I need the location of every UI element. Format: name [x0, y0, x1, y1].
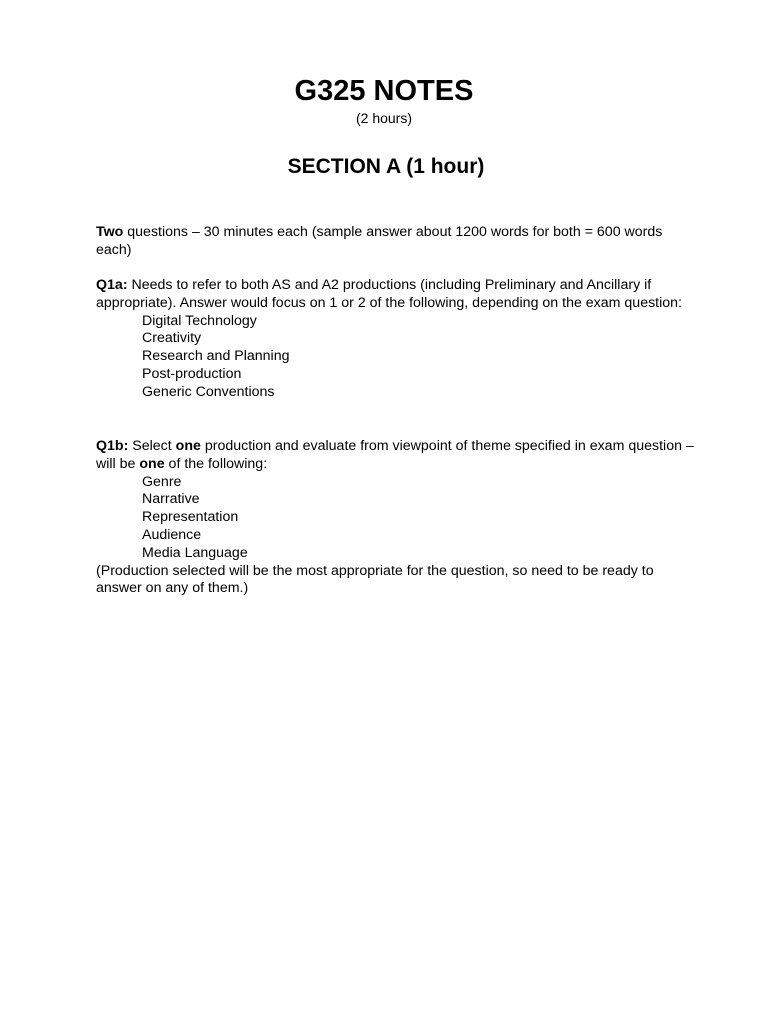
q1b-list: [96, 474, 696, 563]
list-item: Creativity: [142, 330, 202, 347]
q1a-list: [96, 313, 696, 402]
q1b-note: (Production selected will be the most appropriate for the question, so need to be ready to answer on any of them.): [96, 562, 654, 597]
section-heading: SECTION A (1 hour): [287, 155, 485, 178]
list-item: Media Language: [142, 544, 248, 561]
intro-paragraph: [96, 224, 696, 260]
list-item: Generic Conventions: [142, 383, 275, 400]
list-item: Representation: [142, 509, 239, 526]
list-item: Narrative: [142, 491, 200, 508]
q1a-label: Q1a:: [96, 277, 128, 293]
q1b-text-after: of the following:: [164, 455, 268, 472]
q1b-bold-two: one: [139, 455, 165, 472]
intro-lead: Two: [96, 224, 124, 240]
list-item: Digital Technology: [142, 312, 257, 329]
q1a-text: Needs to refer to both AS and A2 productions (including Preliminary and Ancillary if appropriate). Answer would focus on 1 or 2 of the following, depending on the exam question:: [96, 277, 683, 311]
document-title: G325 NOTES: [294, 75, 474, 107]
intro-text: questions – 30 minutes each (sample answer about 1200 words for both = 600 words each): [96, 224, 663, 258]
list-item: Genre: [142, 473, 182, 490]
q1b-text-middle: production and evaluate from viewpoint of theme specified in exam question – will be: [96, 438, 694, 472]
list-item: Post-production: [142, 365, 242, 382]
q1b-label: Q1b:: [96, 438, 129, 454]
q1b-bold-one: one: [175, 438, 201, 454]
q1b-block: [96, 438, 696, 598]
document-subtitle: (2 hours): [355, 110, 413, 126]
q1a-block: [96, 277, 696, 402]
list-item: Research and Planning: [142, 348, 290, 365]
q1b-text-before: Select: [128, 438, 176, 454]
list-item: Audience: [142, 526, 202, 543]
